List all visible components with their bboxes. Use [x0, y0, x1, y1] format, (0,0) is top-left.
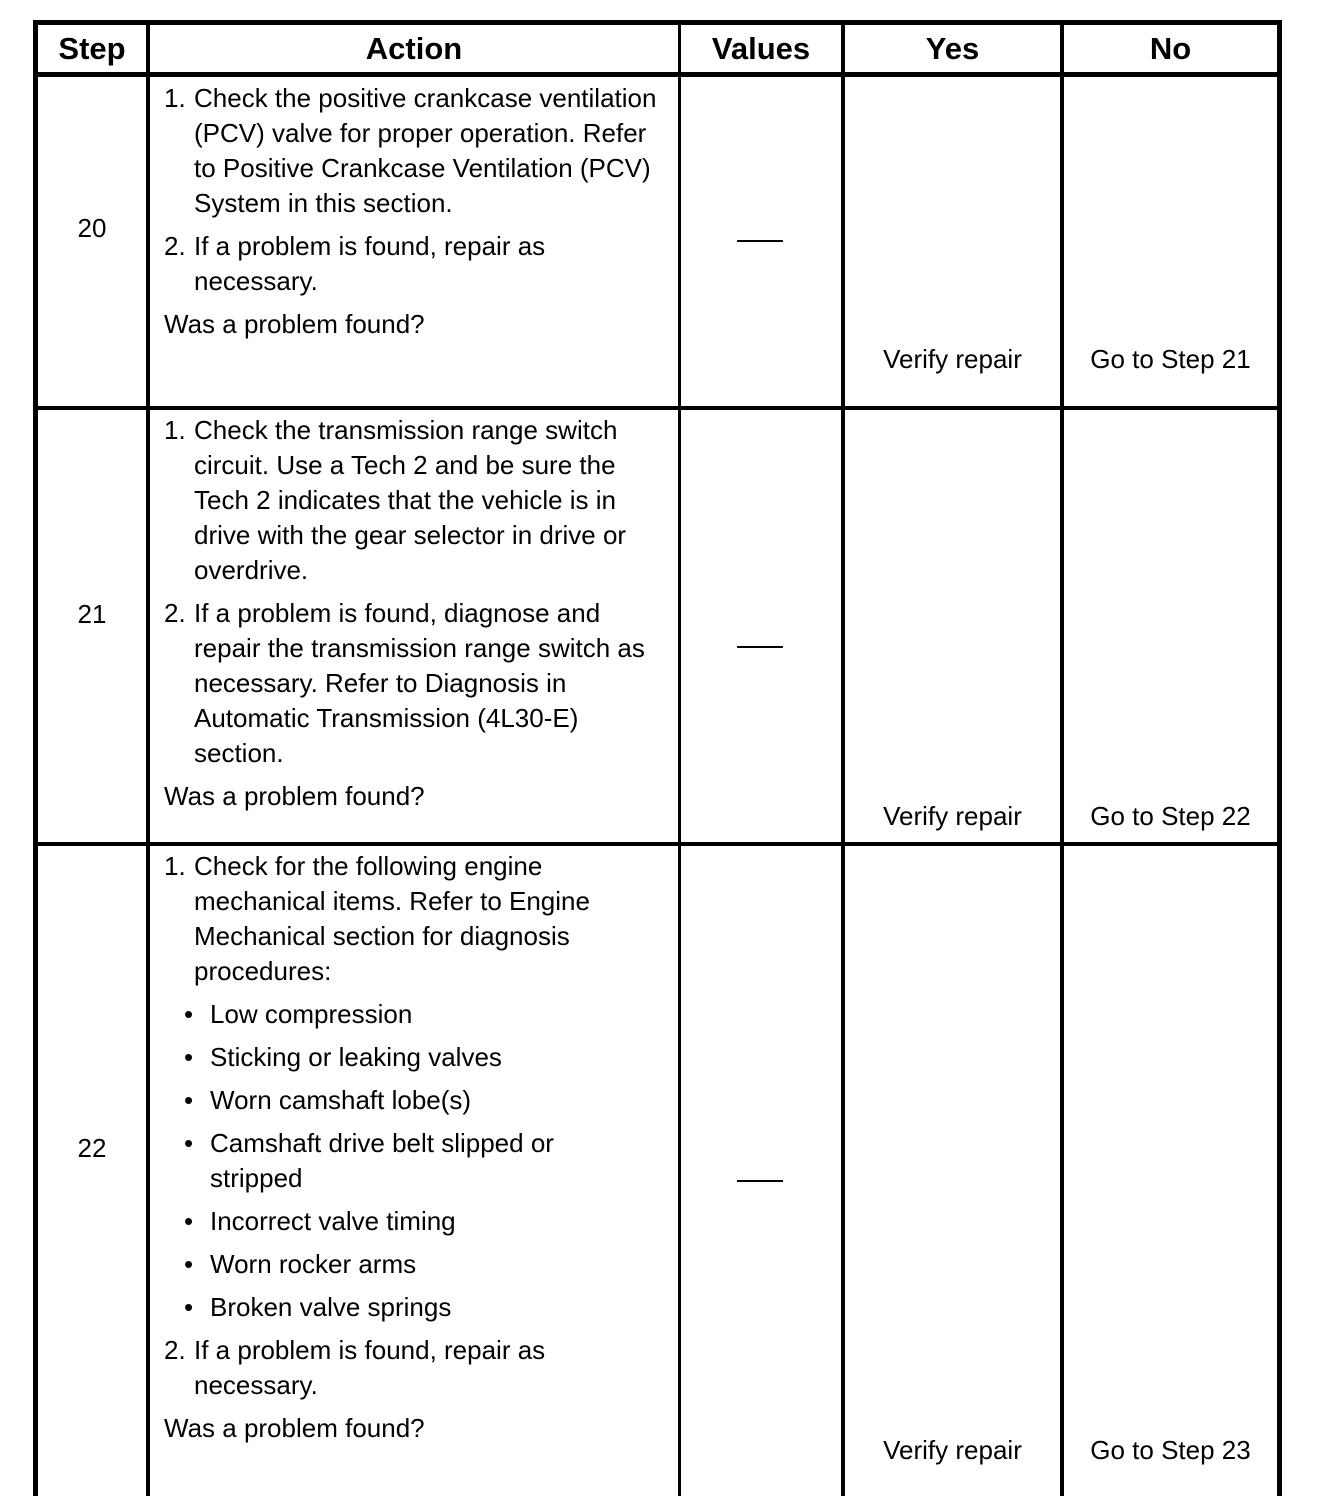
yes-result: Verify repair	[883, 1435, 1022, 1465]
list-item: • Incorrect valve timing	[184, 1206, 456, 1236]
row-divider	[33, 842, 1282, 846]
no-result: Go to Step 23	[1090, 1435, 1251, 1465]
header-action: Action	[365, 30, 463, 66]
action-cell	[164, 413, 664, 814]
column-divider-step	[146, 20, 150, 1496]
no-result: Go to Step 21	[1090, 344, 1251, 374]
values-empty-dash	[737, 1180, 783, 1182]
list-item: • Sticking or leaking valves	[184, 1042, 502, 1072]
header-no: No	[1149, 30, 1192, 66]
action-cell	[164, 81, 664, 342]
list-item: • Low compression	[184, 999, 413, 1029]
action-item: 2. If a problem is found, repair as necessary.	[164, 231, 546, 296]
action-question: Was a problem found?	[164, 1413, 425, 1443]
step-number: 21	[77, 599, 107, 629]
header-divider	[33, 72, 1282, 77]
yes-result: Verify repair	[883, 801, 1022, 831]
values-empty-dash	[737, 646, 783, 648]
header-values: Values	[711, 30, 811, 66]
step-number: 20	[77, 213, 107, 243]
action-question: Was a problem found?	[164, 309, 425, 339]
no-result: Go to Step 22	[1090, 801, 1251, 831]
action-item: 2. If a problem is found, diagnose and repair the transmission range switch as necessary. Refer to Diagnosis in Automatic Transmission (4L30-E) section.	[164, 598, 645, 768]
table-border-right	[1277, 20, 1282, 1496]
list-item: • Camshaft drive belt slipped or stripped	[184, 1128, 554, 1193]
action-item: 1. Check the positive crankcase ventilation (PCV) valve for proper operation. Refer to Positive Crankcase Ventilation (PCV) System in this section.	[164, 83, 657, 218]
yes-result: Verify repair	[883, 344, 1022, 374]
action-item: 2. If a problem is found, repair as necessary.	[164, 1335, 546, 1400]
action-question: Was a problem found?	[164, 781, 425, 811]
list-item: • Worn rocker arms	[184, 1249, 417, 1279]
column-divider-action	[678, 20, 681, 1496]
values-empty-dash	[737, 240, 783, 242]
header-step: Step	[58, 30, 126, 66]
header-yes: Yes	[925, 30, 980, 66]
action-item: 1. Check for the following engine mechanical items. Refer to Engine Mechanical section for diagnosis procedures:	[164, 851, 590, 986]
list-item: • Broken valve springs	[184, 1292, 452, 1322]
procedure-table	[33, 20, 1284, 1496]
action-cell	[164, 849, 664, 1446]
column-divider-yes	[1060, 20, 1064, 1496]
column-divider-values	[841, 20, 845, 1496]
action-item: 1. Check the transmission range switch circuit. Use a Tech 2 and be sure the Tech 2 indicates that the vehicle is in drive with the gear selector in drive or overdrive.	[164, 415, 627, 585]
row-divider	[33, 406, 1282, 410]
list-item: • Worn camshaft lobe(s)	[184, 1085, 472, 1115]
step-number: 22	[77, 1133, 107, 1163]
